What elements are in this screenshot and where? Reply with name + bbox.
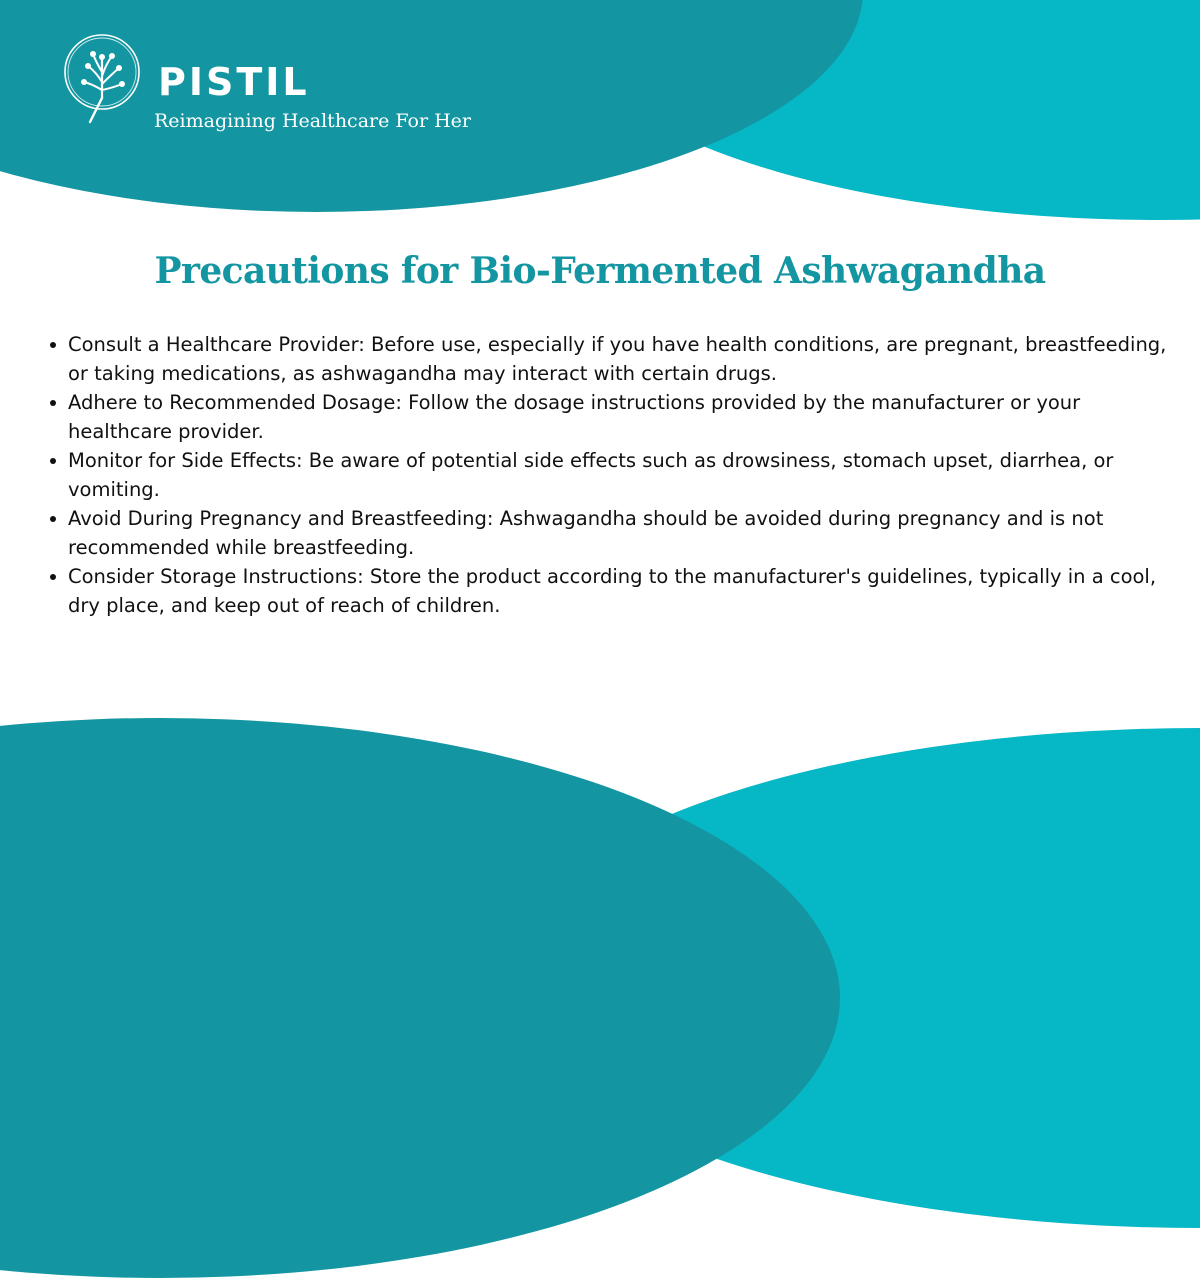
precaution-item-pregnancy: Avoid During Pregnancy and Breastfeeding: Ashwagandha should be avoided during pregnancy and is not recommended while breastfeeding. (68, 504, 1173, 562)
brand-name: PISTIL (158, 60, 310, 104)
page-title: Precautions for Bio-Fermented Ashwagandha (154, 250, 1046, 292)
brand-logo (62, 32, 482, 142)
precaution-item-storage: Consider Storage Instructions: Store the product according to the manufacturer's guidelines, typically in a cool, dry place, and keep out of reach of children. (68, 562, 1173, 620)
precaution-list (68, 330, 1173, 620)
precaution-item-side-effects: Monitor for Side Effects: Be aware of potential side effects such as drowsiness, stomach upset, diarrhea, or vomiting. (68, 446, 1173, 504)
precaution-item-dosage: Adhere to Recommended Dosage: Follow the dosage instructions provided by the manufacturer or your healthcare provider. (68, 388, 1173, 446)
precaution-item-consult-provider: Consult a Healthcare Provider: Before use, especially if you have health conditions, are pregnant, breastfeeding, or taking medications, as ashwagandha may interact with certain drugs. (68, 330, 1173, 388)
dandelion-icon (62, 32, 142, 124)
brand-tagline: Reimagining Healthcare For Her (154, 110, 471, 132)
